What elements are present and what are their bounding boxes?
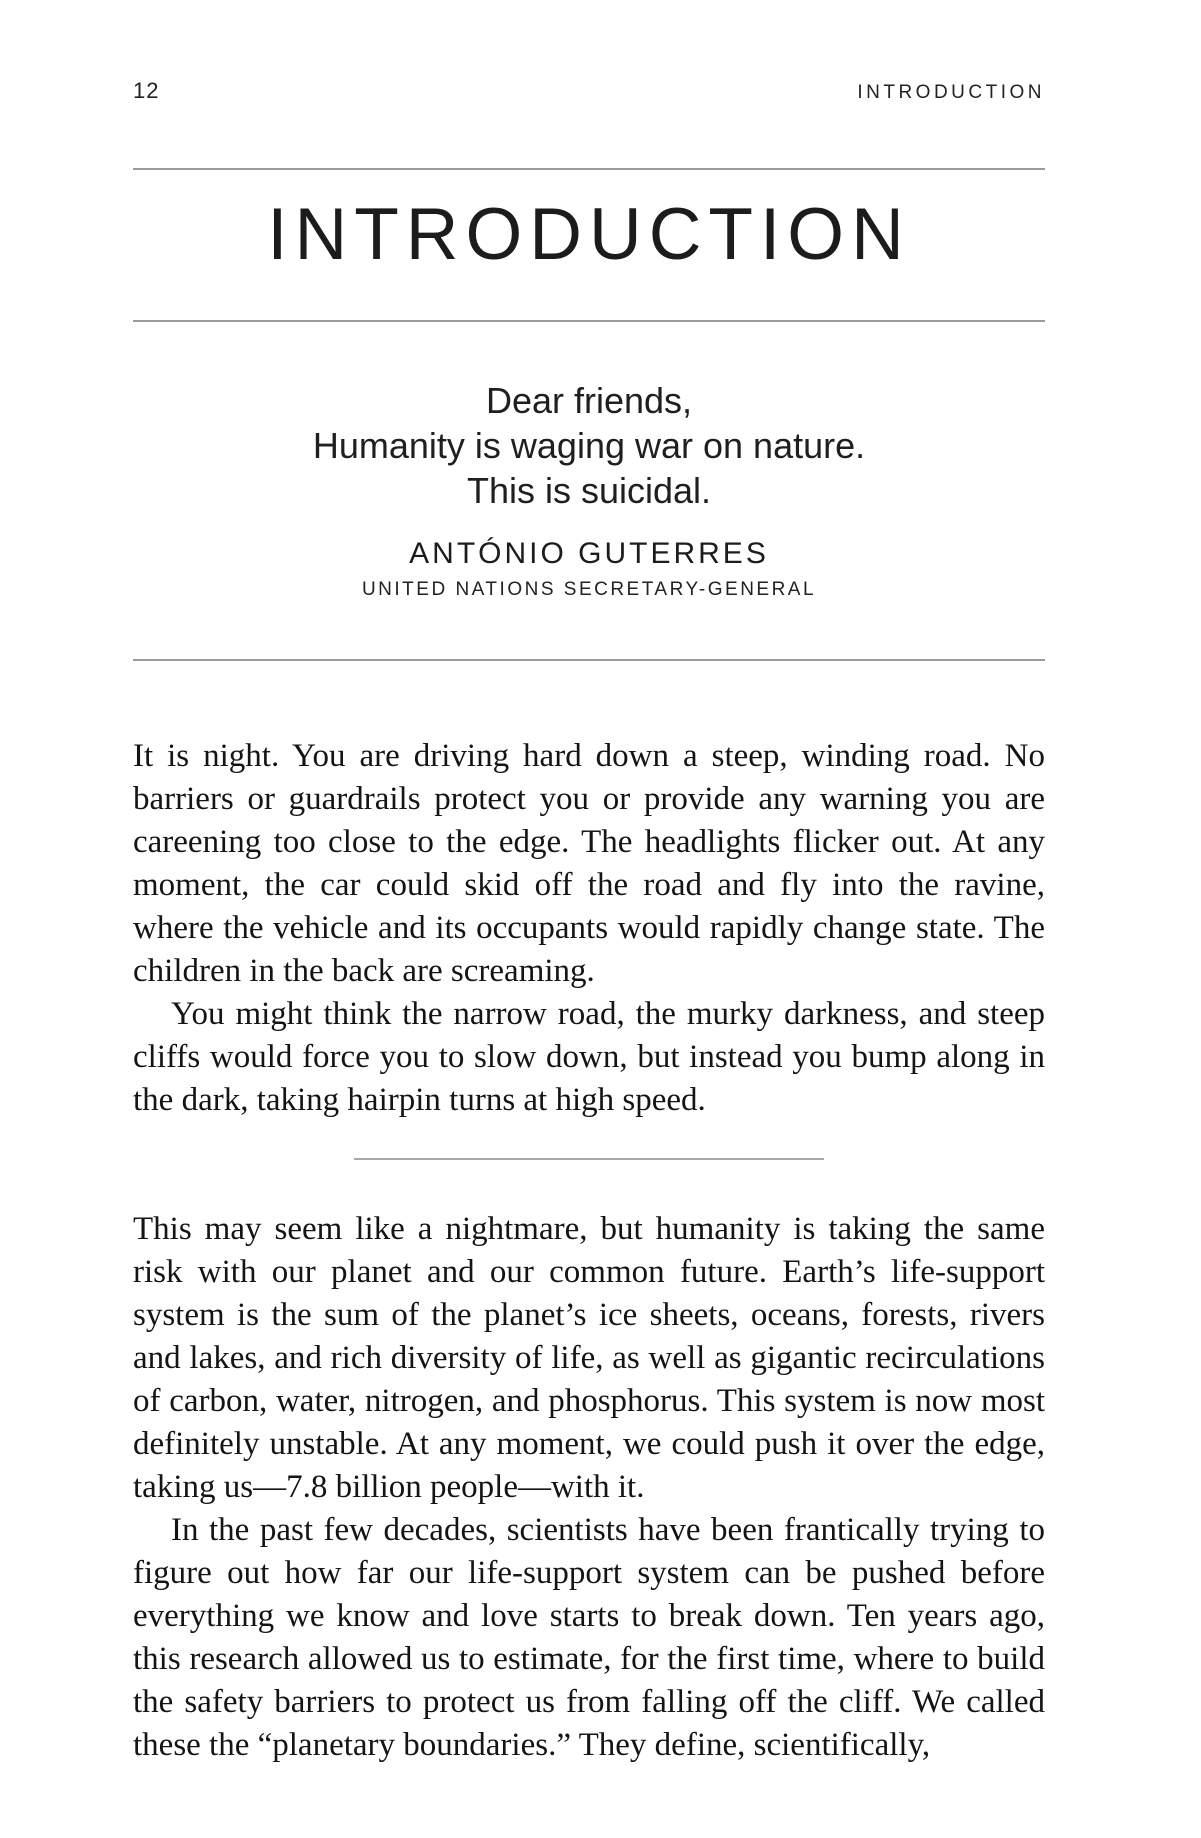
section-break-rule [354,1158,824,1160]
paragraph-4: In the past few decades, scientists have been frantically trying to figure out how far our life-support system can be pushed before everything we know and love starts to break down. Ten years ago, this research allowed us to estimate, for the first time, where to build the safety barriers to protect us from falling off the cliff. We called these the “planetary boundaries.” They define, scientifically, [133,1511,1045,1763]
page-content [133,0,1045,1767]
epigraph-line-2: Humanity is waging war on nature. [312,424,866,466]
chapter-title: INTRODUCTION [267,194,911,275]
epigraph-bottom-rule [133,659,1045,661]
body-text [133,735,1045,1767]
running-header-title: INTRODUCTION [857,82,1045,103]
epigraph [133,378,1045,601]
paragraph-2: You might think the narrow road, the murky darkness, and steep cliffs would force you to slow down, but instead you bump along in the dark, taking hairpin turns at high speed. [133,995,1045,1118]
top-rule [133,168,1045,170]
epigraph-author: ANTÓNIO GUTERRES [409,536,769,570]
page-number: 12 [133,78,160,103]
epigraph-line-3: This is suicidal. [466,469,712,511]
paragraph-1: It is night. You are driving hard down a steep, winding road. No barriers or guardrails protect you or provide any warning you are careening too close to the edge. The headlights flicker out. At any moment, the car could skid off the road and fly into the ravine, where the vehicle and its occupants would rapidly change state. The children in the back are screaming. [133,737,1045,989]
paragraph-3: This may seem like a nightmare, but humanity is taking the same risk with our planet and our common future. Earth’s life-support system is the sum of the planet’s ice sheets, oceans, forests, rivers and lakes, and rich diversity of life, as well as gigantic recirculations of carbon, water, nitrogen, and phosphorus. This system is now most definitely unstable. At any moment, we could push it over the edge, taking us—7.8 billion people—with it. [133,1210,1045,1505]
title-bottom-rule [133,320,1045,322]
epigraph-author-role: UNITED NATIONS SECRETARY-GENERAL [361,578,817,600]
running-header [133,0,1045,104]
epigraph-line-1: Dear friends, [485,379,693,421]
